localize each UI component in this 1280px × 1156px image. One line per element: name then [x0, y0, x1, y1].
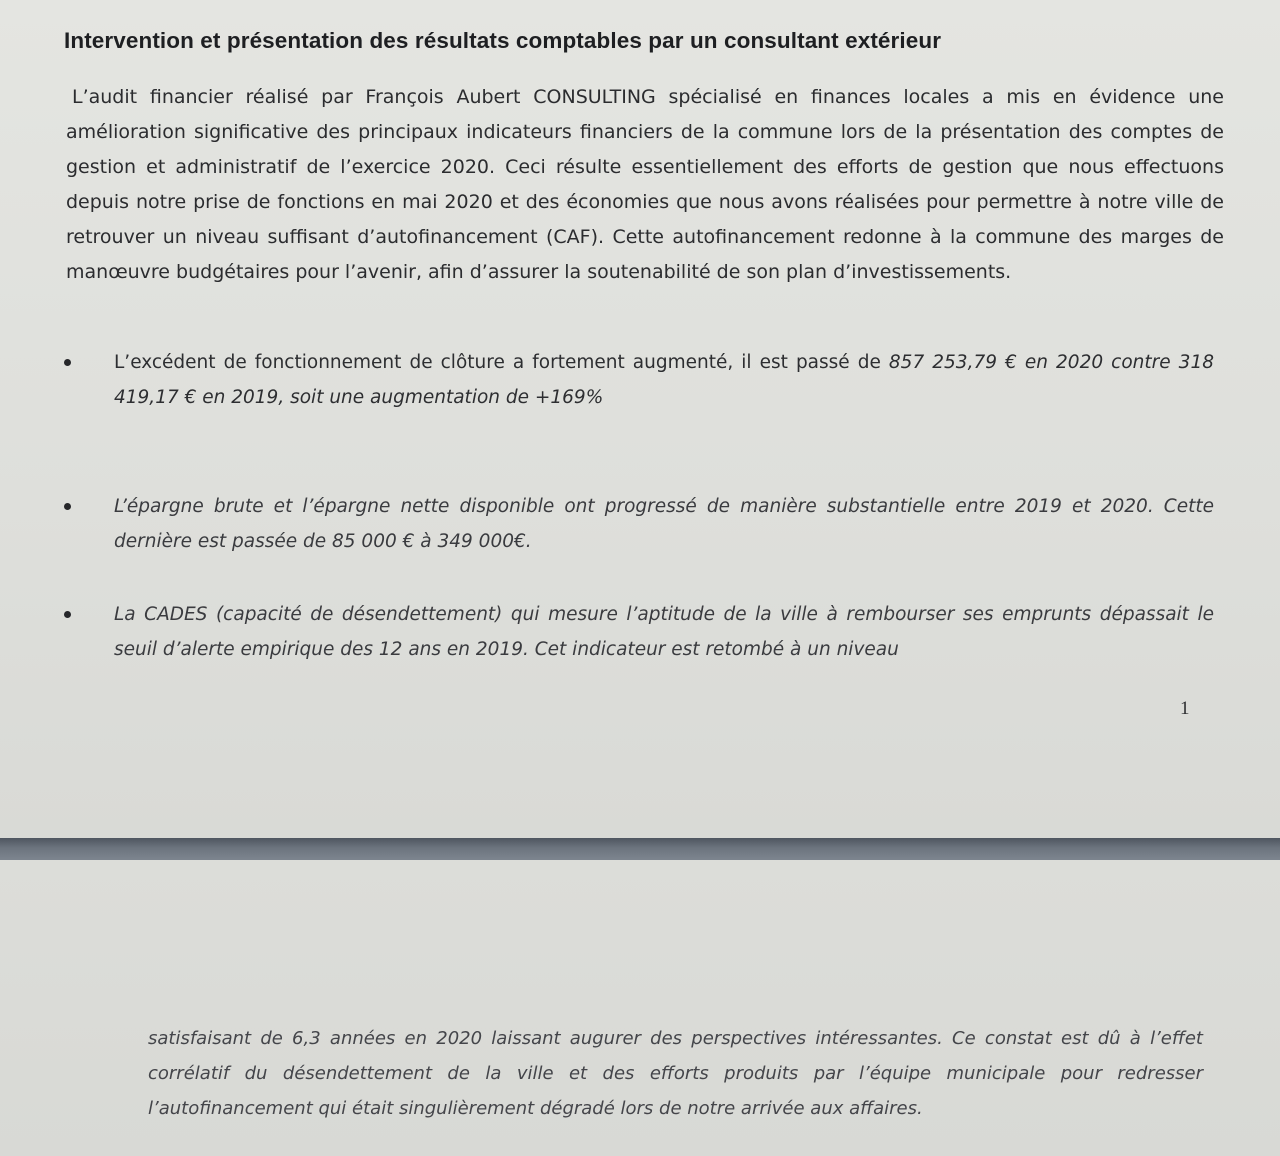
bullet-text-italic: 857 253,79 € en 2020 contre 318 419,17 € en 2019, soit une augmentation de +169%: [114, 352, 1214, 408]
bullet-item-epargne: [64, 489, 1214, 559]
bullet-point-icon: [64, 611, 71, 618]
bullet-text: [114, 345, 1214, 415]
bullet-text: La CADES (capacité de désendettement) qui mesure l’aptitude de la ville à rembourser ses emprunts dépassait le seuil d’alerte empirique des 12 ans en 2019. Cet indicateur est retombé à un niveau: [114, 604, 1214, 660]
bullet-item-cades: [64, 597, 1214, 667]
bullet-point-icon: [64, 503, 71, 510]
page-separator: [0, 838, 1280, 860]
bullet-item-excedent: [64, 345, 1214, 415]
bullet-text: L’épargne brute et l’épargne nette disponible ont progressé de manière substantielle entre 2019 et 2020. Cette dernière est passée de 85 000 € à 349 000€.: [114, 496, 1214, 552]
bullet-point-icon: [64, 359, 71, 366]
intro-paragraph: L’audit financier réalisé par François Aubert CONSULTING spécialisé en finances locales a mis en évidence une amélioration significative des principaux indicateurs financiers de la commune lors de la présentation des comptes de gestion et administratif de l’exercice 2020. Ceci résulte essentiellement des efforts de gestion que nous effectuons depuis notre prise de fonctions en mai 2020 et des économies que nous avons réalisées pour permettre à notre ville de retrouver un niveau suffisant d’autofinancement (CAF). Cette autofinancement redonne à la commune des marges de manœuvre budgétaires pour l’avenir, afin d’assurer la soutenabilité de son plan d’investissements.: [66, 86, 1224, 283]
bullet-text-plain: L’excédent de fonctionnement de clôture a fortement augmenté, il est passé de: [114, 352, 889, 373]
section-heading: Intervention et présentation des résultats comptables par un consultant extérieur: [64, 28, 942, 53]
bullet-continuation-text: satisfaisant de 6,3 années en 2020 laissant augurer des perspectives intéressantes. Ce constat est dû à l’effet corrélatif du désendettement de la ville et des efforts produits par l’équipe municipale pour redresser l’autofinancement qui était singulièrement dégradé lors de notre arrivée aux affaires.: [148, 1028, 1203, 1119]
page-number: 1: [1180, 698, 1190, 719]
